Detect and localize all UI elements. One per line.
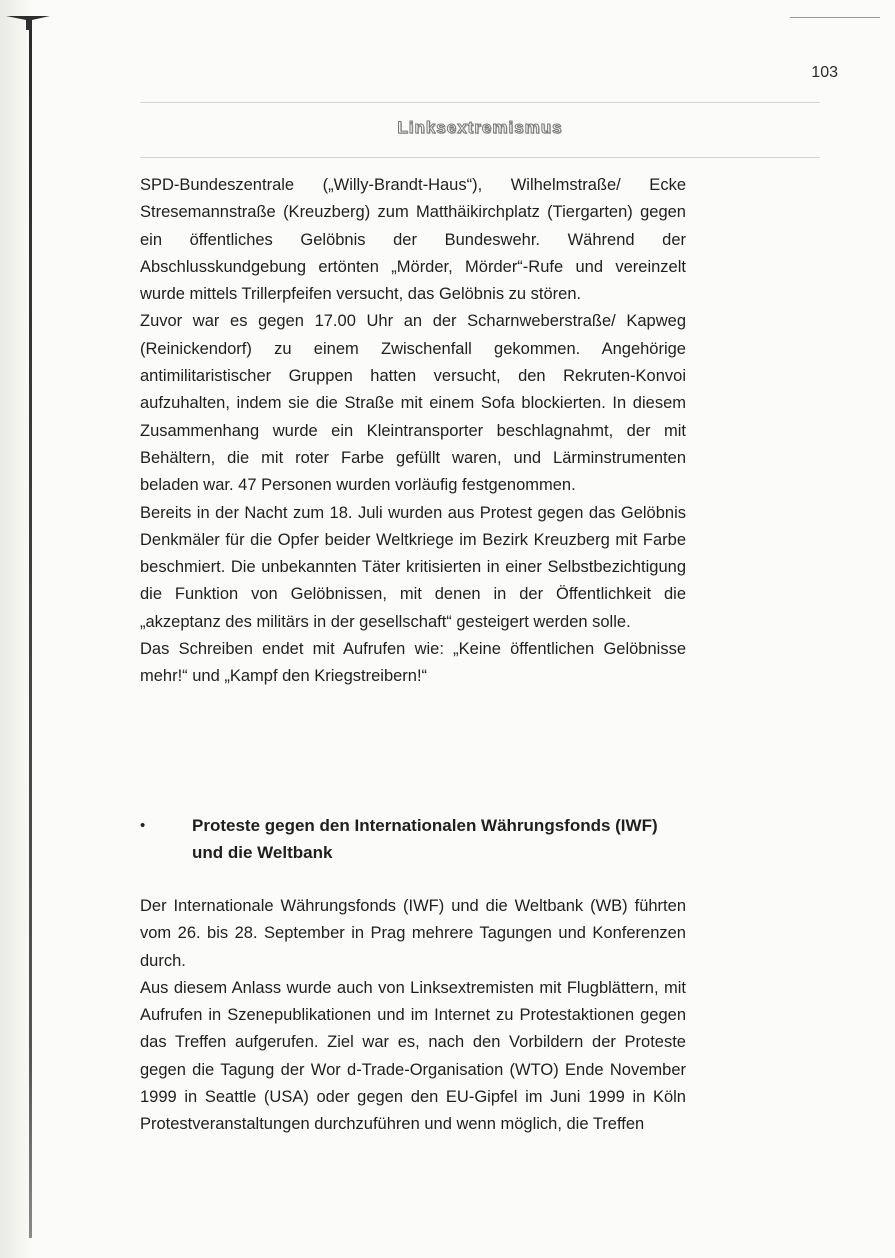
body-text <box>140 172 686 691</box>
paragraph: Das Schreiben endet mit Aufrufen wie: „Keine öffentlichen Gelöbnisse mehr!“ und „Kampf den Kriegstreibern!“ <box>140 640 686 686</box>
page-number: 103 <box>811 64 838 81</box>
header-rule-bottom <box>140 157 820 158</box>
paragraph: SPD-Bundeszentrale („Willy-Brandt-Haus“), Wilhelmstraße/ Ecke Stresemannstraße (Kreuzberg) zum Matthäikirchplatz (Tiergarten) gegen ein öffentliches Gelöbnis der Bundeswehr. Während der Abschlusskundgebung ertönten „Mörder, Mörder“-Rufe und vereinzelt wurde mittels Trillerpfeifen versucht, das Gelöbnis zu stören. <box>140 176 686 304</box>
paragraph: Aus diesem Anlass wurde auch von Linksextremisten mit Flugblättern, mit Aufrufen in Szenepublikationen und im Internet zu Protestaktionen gegen das Treffen aufgerufen. Ziel war es, nach den Vorbildern der Proteste gegen die Tagung der Wor d-Trade-Organisation (WTO) Ende November 1999 in Seattle (USA) oder gegen den EU-Gipfel im Juni 1999 in Köln Protestveranstaltungen durchzuführen und wenn möglich, die Treffen <box>140 978 686 1134</box>
running-head: Linksextremismus <box>397 118 563 137</box>
bullet-icon: • <box>140 817 146 834</box>
binding-mark <box>6 14 50 30</box>
top-edge-rule <box>790 17 880 18</box>
binding-edge <box>29 28 32 1238</box>
header-rule-top <box>140 102 820 103</box>
paragraph: Zuvor war es gegen 17.00 Uhr an der Scharnweberstraße/ Kapweg (Reinickendorf) zu einem Zwischenfall gekommen. Angehörige antimilitaristischer Gruppen hatten versucht, den Rekruten-Konvoi aufzuhalten, indem sie die Straße mit einem Sofa blockierten. In diesem Zusammenhang wurde ein Kleintransporter beschlagnahmt, der mit Behältern, die mit roter Farbe gefüllt waren, und Lärminstrumenten beladen war. 47 Personen wurden vorläufig festgenommen. <box>140 312 686 495</box>
section-title: Proteste gegen den Internationalen Währungsfonds (IWF) und die Weltbank <box>192 816 658 862</box>
paragraph: Der Internationale Währungsfonds (IWF) und die Weltbank (WB) führten vom 26. bis 28. September in Prag mehrere Tagungen und Konferenzen durch. <box>140 897 686 970</box>
paragraph: Bereits in der Nacht zum 18. Juli wurden aus Protest gegen das Gelöbnis Denkmäler für die Opfer beider Weltkriege im Bezirk Kreuzberg mit Farbe beschmiert. Die unbekannten Täter kritisierten in einer Selbstbezichtigung die Funktion von Gelöbnissen, mit denen in der Öffentlichkeit die „akzeptanz des militärs in der gesellschaft“ gesteigert werden solle. <box>140 503 686 631</box>
section-body-text <box>140 893 686 1139</box>
